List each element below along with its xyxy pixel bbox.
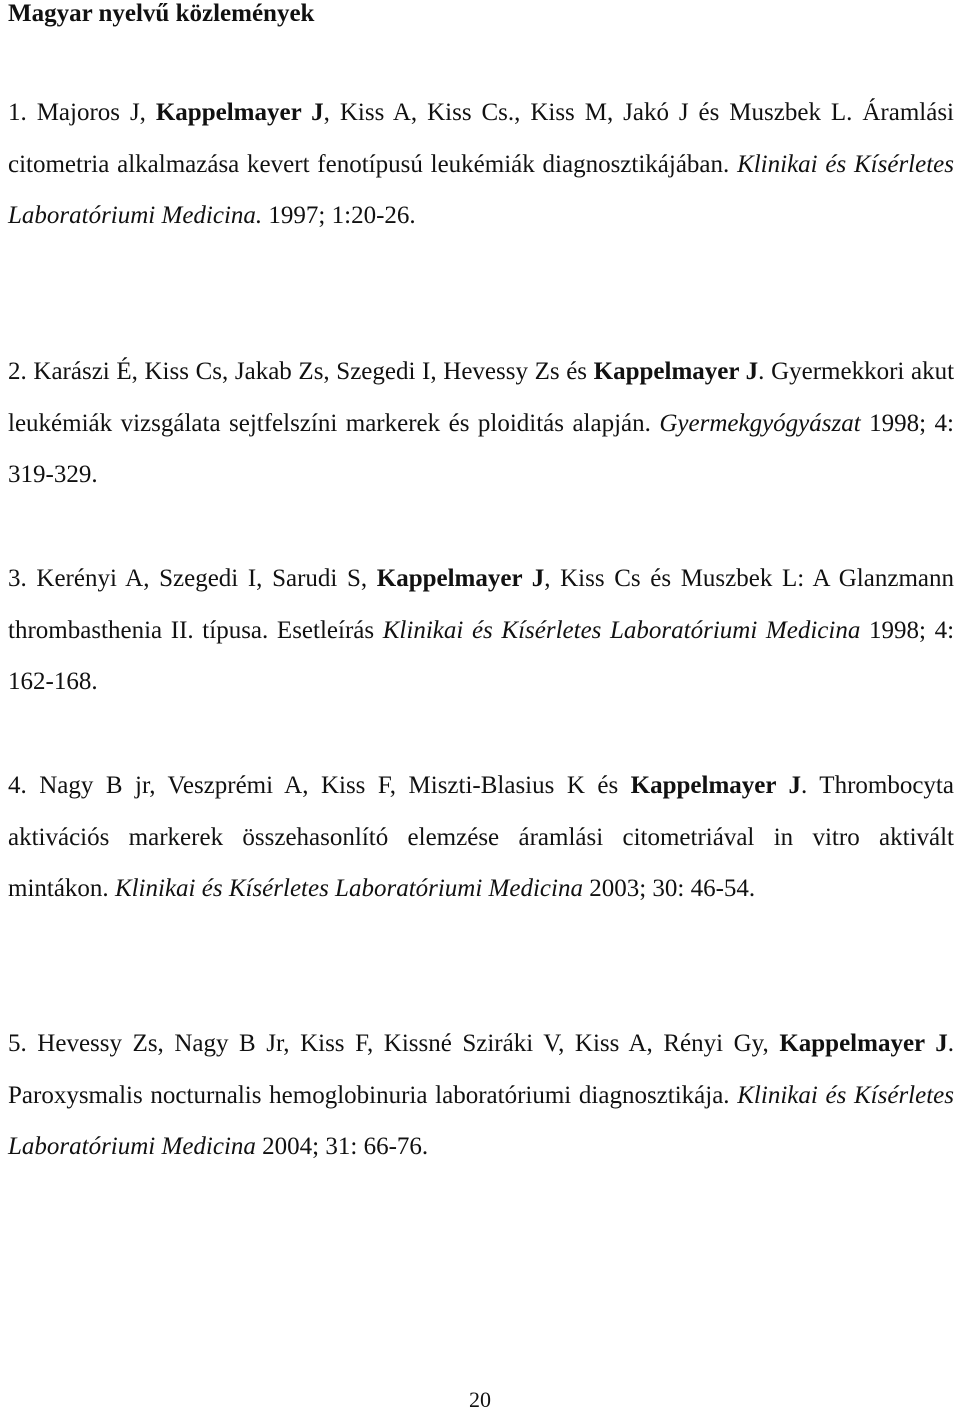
reference-citation: 2004; 31: 66-76. [262,1133,429,1160]
reference-item [8,1018,954,1173]
reference-authors-rest: , Kiss A, Kiss Cs., Kiss M, Jakó J és Muszbek L. [323,99,853,126]
reference-authors-rest: . [801,772,808,799]
reference-journal: Klinikai és Kísérletes Laboratóriumi Medicina [8,1081,954,1160]
reference-citation: 1997; 1:20-26. [268,202,416,229]
reference-item [8,346,954,501]
reference-highlight-author: Kappelmayer J [593,358,759,385]
reference-item [8,553,954,708]
reference-authors: Majoros J, [36,99,156,126]
reference-authors: Hevessy Zs, Nagy B Jr, Kiss F, Kissné Sziráki V, Kiss A, Rényi Gy, [37,1030,780,1057]
reference-journal: Klinikai és Kísérletes Laboratóriumi Medicina [382,616,861,644]
reference-highlight-author: Kappelmayer J [376,565,545,592]
reference-number: 2. [8,358,27,385]
reference-journal: Klinikai és Kísérletes Laboratóriumi Medicina. [8,150,954,229]
reference-citation: 1998; 4: 162-168. [8,616,955,695]
reference-highlight-author: Kappelmayer J [630,772,802,799]
reference-authors: Nagy B jr, Veszprémi A, Kiss F, Miszti-Blasius K és [39,772,631,799]
reference-number: 1. [8,99,27,126]
reference-item [8,87,954,242]
section-title: Magyar nyelvű közlemények [8,0,315,27]
reference-authors-rest: . [758,358,765,385]
reference-authors: Kerényi A, Szegedi I, Sarudi S, [36,565,377,592]
reference-journal: Klinikai és Kísérletes Laboratóriumi Medicina [114,875,583,902]
reference-authors-rest: . [947,1030,954,1057]
reference-title: Esetleírás [276,616,375,644]
reference-number: 4. [8,772,27,799]
reference-title: Thrombocyta aktivációs markerek összehasonlító elemzése áramlási citometriával in vitro aktivált mintákon. [8,772,954,902]
reference-number: 5. [8,1030,27,1057]
reference-title: Paroxysmalis nocturnalis hemoglobinuria laboratóriumi diagnosztikája. [8,1081,730,1109]
reference-authors-rest: , Kiss Cs és Muszbek L: A Glanzmann thrombasthenia II. típusa. [8,565,954,644]
reference-highlight-author: Kappelmayer J [779,1030,948,1057]
reference-citation: 1998; 4: 319-329. [8,409,955,488]
reference-number: 3. [8,565,27,592]
reference-highlight-author: Kappelmayer J [155,99,324,126]
page-number: 20 [469,1387,491,1412]
reference-item [8,760,954,915]
reference-title: Gyermekkori akut leukémiák vizsgálata sejtfelszíni markerek és ploiditás alapján. [8,358,955,437]
reference-journal: Gyermekgyógyászat [659,409,861,437]
reference-title: Áramlási citometria alkalmazása kevert fenotípusú leukémiák diagnosztikájában. [8,99,954,178]
reference-authors: Karászi É, Kiss Cs, Jakab Zs, Szegedi I, Hevessy Zs és [33,358,594,385]
reference-citation: 2003; 30: 46-54. [589,875,756,902]
